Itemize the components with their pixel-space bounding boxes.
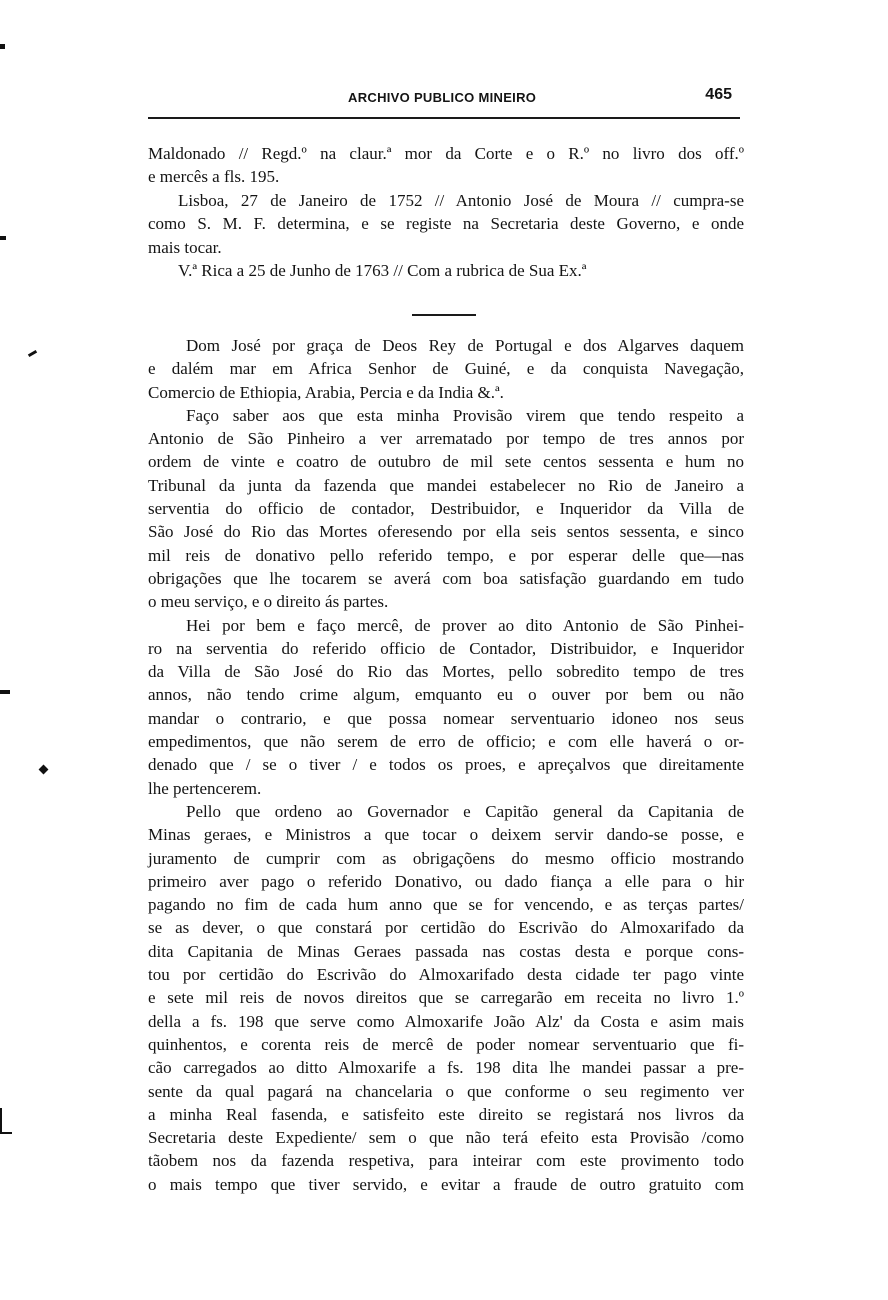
text-line: Hei por bem e faço mercê, de prover ao dito Antonio de São Pinhei- [186,615,744,635]
text-line: e dalém mar em Africa Senhor de Guiné, e da conquista Navegação, [148,359,744,379]
text-line: cão carregados ao ditto Almoxarife a fs. 198 dita lhe mandei passar a pre- [148,1058,744,1078]
text-line: da Villa de São José do Rio das Mortes, pello sobredito tempo de tres [148,662,744,682]
text-line: annos, não tendo crime algum, emquanto eu o ouver por bem ou não [148,685,744,705]
text-line: Maldonado // Regd.º na claur.ª mor da Corte e o R.º no livro dos off.º [148,144,744,163]
text-line: Lisboa, 27 de Janeiro de 1752 // Antonio José de Moura // cumpra-se [178,190,744,210]
text-line: a minha Real fasenda, e satisfeito este direito se registará nos livros da [148,1104,744,1124]
text-line: juramento de cumprir com as obrigaçõens do mesmo officio mostrando [148,848,744,868]
scan-speck [0,236,6,240]
text-line: Comercio de Ethiopia, Arabia, Percia e da India &.ª. [148,382,504,402]
text-line: dita Capitania de Minas Geraes passada nas costas desta e porque cons- [148,941,744,961]
text-line: Pello que ordeno ao Governador e Capitão general da Capitania de [186,801,744,821]
text-line: e mercês a fls. 195. [148,167,280,187]
text-line: Antonio de São Pinheiro a ver arrematado por tempo de tres annos por [148,429,744,449]
scan-speck [28,350,37,357]
text-line: São José do Rio das Mortes oferesendo por ella seis sentos sessenta, e sinco [148,522,744,542]
text-line: tãobem nos da fazenda respetiva, para inteirar com este provimento todo [148,1151,744,1171]
text-line: como S. M. F. determina, e se registe na Secretaria deste Governo, e onde [148,214,744,234]
text-line: Secretaria deste Expediente/ sem o que não terá efeito esta Provisão /como [148,1128,744,1148]
text-line: se as dever, o que constará por certidão do Escrivão do Almoxarifado da [148,918,744,938]
text-line: mil reis de donativo pello referido tempo, e por esperar delle que—nas [148,545,744,565]
text-line: o mais tempo que tiver servido, e evitar a fraude de outro gratuito com [148,1174,744,1194]
text-line: mandar o contrario, e que possa nomear serventuario idoneo nos seus [148,708,744,728]
text-line: primeiro aver pago o referido Donativo, ou dado fiança a elle para o hir [148,871,744,891]
text-line: Tribunal da junta da fazenda que mandei estabelecer no Rio de Janeiro a [148,475,744,495]
main-section [148,334,744,1196]
running-title: ARCHIVO PUBLICO MINEIRO [348,90,537,105]
text-line: obrigações que lhe tocarem se averá com boa satisfação guardando em tudo [148,568,744,588]
text-line: Dom José por graça de Deos Rey de Portugal e dos Algarves daquem [186,336,744,355]
text-line: e sete mil reis de novos direitos que se carregarão em receita no livro 1.º [148,988,744,1008]
text-line: Minas geraes, e Ministros a que tocar o deixem servir dando-se posse, e [148,825,744,845]
page-number: 465 [705,86,732,103]
scan-speck [0,44,5,49]
text-line: ordem de vinte e coatro de outubro de mil sete centos sessenta e hum no [148,452,744,472]
text-line: ro na serventia do referido officio de Contador, Distribuidor, e Inqueridor [148,638,744,658]
page-header [148,86,740,112]
text-line: empedimentos, que não serem de erro de officio; e com elle haverá o or- [148,732,744,752]
text-line: lhe pertencerem. [148,778,262,798]
text-line: denado que / se o tiver / e todos os proes, e apreçalvos que direitamente [148,755,744,775]
text-line: mais tocar. [148,237,222,257]
text-line: pagando no fim de cada hum anno que se for vencendo, e as terças partes/ [148,895,744,915]
section-separator [412,314,476,316]
text-line: o meu serviço, e o direito ás partes. [148,592,389,612]
text-line: quinhentos, e corenta reis de mercê de poder nomear serventuario que fi- [148,1034,744,1054]
text-line: V.ª Rica a 25 de Junho de 1763 // Com a rubrica de Sua Ex.ª [178,261,587,281]
scan-speck [39,765,49,775]
text-line: serventia do officio de contador, Destribuidor, e Inqueridor da Villa de [148,499,744,519]
scan-speck [0,690,10,694]
text-line: sente da qual pagará na chancelaria o que conforme o seu regimento ver [148,1081,744,1101]
text-line: Faço saber aos que esta minha Provisão virem que tendo respeito a [186,405,744,425]
top-section [148,142,744,282]
text-line: tou por certidão do Escrivão do Almoxarifado desta cidade ter pago vinte [148,965,744,985]
scan-speck [0,1108,2,1134]
header-rule [148,117,740,119]
text-line: della a fs. 198 que serve como Almoxarife João Alz' da Costa e asim mais [148,1011,744,1031]
